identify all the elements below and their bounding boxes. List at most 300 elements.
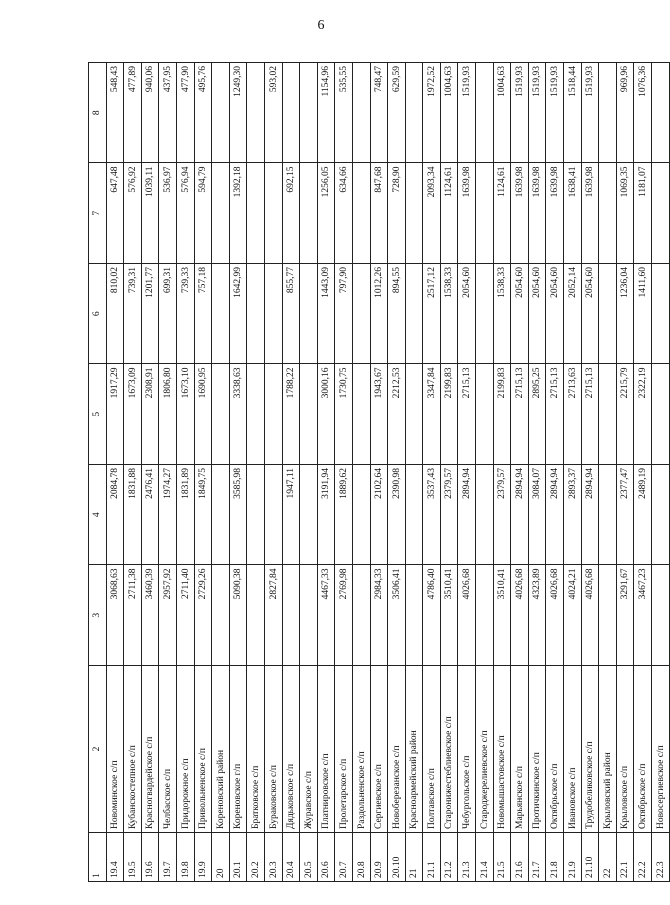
value-cell: 2715,13 (546, 364, 564, 465)
value-cell: 2957,92 (159, 565, 177, 666)
value-cell: 1730,75 (335, 364, 353, 465)
settlement-name-cell: Старонижестеблиевское с/п (440, 666, 458, 833)
row-number-cell: 22.1 (616, 833, 634, 882)
value-cell: 797,90 (335, 264, 353, 365)
settlement-name-cell: Трудобеликовское с/п (581, 666, 599, 833)
value-cell: 4323,89 (528, 565, 546, 666)
value-cell: 2476,41 (141, 465, 159, 566)
value-cell: 2894,94 (581, 465, 599, 566)
value-cell (652, 264, 670, 365)
value-cell: 3291,67 (616, 565, 634, 666)
value-cell (476, 465, 494, 566)
settlement-name-cell: Придорожное с/п (176, 666, 194, 833)
table-row (458, 63, 476, 882)
value-cell: 2713,63 (564, 364, 582, 465)
value-cell (476, 63, 494, 164)
header-cell: 3 (89, 565, 107, 666)
value-cell: 1124,61 (440, 163, 458, 264)
value-cell (300, 163, 318, 264)
table-row (317, 63, 335, 882)
value-cell (652, 565, 670, 666)
value-cell: 739,31 (124, 264, 142, 365)
table-row (616, 63, 634, 882)
value-cell: 2084,78 (106, 465, 124, 566)
row-number-cell: 19.4 (106, 833, 124, 882)
table-row (581, 63, 599, 882)
value-cell: 1519,93 (528, 63, 546, 164)
settlement-name-cell: Кореновское г/п (229, 666, 247, 833)
value-cell: 1690,95 (194, 364, 212, 465)
value-cell: 2379,57 (493, 465, 511, 566)
settlement-name-cell: Красногвардейское с/п (141, 666, 159, 833)
value-cell: 437,95 (159, 63, 177, 164)
row-number-cell: 21 (405, 833, 423, 882)
page-number: 6 (317, 18, 325, 33)
value-cell (405, 163, 423, 264)
value-cell (282, 63, 300, 164)
settlement-name-cell: Журавское с/п (300, 666, 318, 833)
value-cell: 1642,99 (229, 264, 247, 365)
value-cell: 1639,98 (581, 163, 599, 264)
table-row (493, 63, 511, 882)
row-number-cell: 21.8 (546, 833, 564, 882)
value-cell: 3084,07 (528, 465, 546, 566)
value-cell (212, 264, 230, 365)
value-cell: 1012,26 (370, 264, 388, 365)
settlement-name-cell: Кореновский район (212, 666, 230, 833)
value-cell: 847,68 (370, 163, 388, 264)
table-row (159, 63, 177, 882)
value-cell: 940,06 (141, 63, 159, 164)
value-cell: 1947,11 (282, 465, 300, 566)
header-cell: 7 (89, 163, 107, 264)
header-row (89, 63, 107, 882)
value-cell: 1519,93 (546, 63, 564, 164)
value-cell (300, 364, 318, 465)
value-cell: 634,66 (335, 163, 353, 264)
table-body (89, 63, 670, 882)
value-cell: 855,77 (282, 264, 300, 365)
value-cell: 1392,18 (229, 163, 247, 264)
value-cell: 1519,93 (458, 63, 476, 164)
settlement-name-cell: Крыловский район (599, 666, 617, 833)
table-row (370, 63, 388, 882)
table-row (405, 63, 423, 882)
value-cell: 3510,41 (493, 565, 511, 666)
value-cell: 1069,35 (616, 163, 634, 264)
value-cell: 1154,96 (317, 63, 335, 164)
settlement-name-cell: Челбасское с/п (159, 666, 177, 833)
value-cell: 2489,19 (634, 465, 652, 566)
value-cell (352, 565, 370, 666)
value-cell: 757,18 (194, 264, 212, 365)
value-cell: 1972,52 (423, 63, 441, 164)
settlement-name-cell: Ивановское с/п (564, 666, 582, 833)
table-row (194, 63, 212, 882)
value-cell: 2895,25 (528, 364, 546, 465)
settlement-name-cell: Крыловское с/п (616, 666, 634, 833)
value-cell (247, 465, 265, 566)
value-cell: 969,96 (616, 63, 634, 164)
settlement-name-cell: Протичкинское с/п (528, 666, 546, 833)
value-cell (212, 63, 230, 164)
value-cell: 1917,29 (106, 364, 124, 465)
value-cell: 2390,98 (388, 465, 406, 566)
settlement-name-cell: Чебургольское с/п (458, 666, 476, 833)
value-cell (352, 264, 370, 365)
row-number-cell: 19.9 (194, 833, 212, 882)
settlement-name-cell: Бураковское с/п (264, 666, 282, 833)
value-cell: 2729,26 (194, 565, 212, 666)
table-row (335, 63, 353, 882)
value-cell: 2054,60 (581, 264, 599, 365)
value-cell (652, 163, 670, 264)
value-cell: 3191,94 (317, 465, 335, 566)
value-cell (476, 264, 494, 365)
value-cell (247, 264, 265, 365)
value-cell: 1256,05 (317, 163, 335, 264)
value-cell (599, 364, 617, 465)
table-row (634, 63, 652, 882)
value-cell (247, 63, 265, 164)
settlement-name-cell: Староджерелиевское с/п (476, 666, 494, 833)
value-cell: 536,97 (159, 163, 177, 264)
value-cell (212, 565, 230, 666)
value-cell (405, 364, 423, 465)
value-cell: 477,89 (124, 63, 142, 164)
value-cell: 2199,83 (493, 364, 511, 465)
value-cell (352, 163, 370, 264)
row-number-cell: 20 (212, 833, 230, 882)
value-cell: 728,90 (388, 163, 406, 264)
value-cell: 2054,60 (458, 264, 476, 365)
value-cell: 594,79 (194, 163, 212, 264)
settlement-name-cell: Новомышастовское с/п (493, 666, 511, 833)
value-cell: 1181,07 (634, 163, 652, 264)
tariff-table (88, 62, 670, 882)
value-cell: 4026,68 (546, 565, 564, 666)
row-number-cell: 22 (599, 833, 617, 882)
row-number-cell: 20.2 (247, 833, 265, 882)
value-cell: 1673,10 (176, 364, 194, 465)
value-cell: 3338,63 (229, 364, 247, 465)
value-cell (599, 163, 617, 264)
value-cell: 1806,80 (159, 364, 177, 465)
value-cell: 1639,98 (546, 163, 564, 264)
header-cell: 8 (89, 63, 107, 164)
row-number-cell: 19.6 (141, 833, 159, 882)
value-cell: 1974,27 (159, 465, 177, 566)
rotated-table-container (88, 62, 666, 882)
value-cell (264, 264, 282, 365)
value-cell: 548,43 (106, 63, 124, 164)
value-cell: 2054,60 (528, 264, 546, 365)
value-cell (405, 465, 423, 566)
row-number-cell: 20.5 (300, 833, 318, 882)
value-cell: 699,31 (159, 264, 177, 365)
value-cell: 2199,83 (440, 364, 458, 465)
value-cell: 2215,79 (616, 364, 634, 465)
value-cell (476, 364, 494, 465)
value-cell: 692,15 (282, 163, 300, 264)
value-cell: 1849,75 (194, 465, 212, 566)
row-number-cell: 20.6 (317, 833, 335, 882)
value-cell: 3460,39 (141, 565, 159, 666)
value-cell (282, 565, 300, 666)
row-number-cell: 21.2 (440, 833, 458, 882)
value-cell: 2715,13 (581, 364, 599, 465)
value-cell: 2212,53 (388, 364, 406, 465)
value-cell (300, 264, 318, 365)
row-number-cell: 22.3 (652, 833, 670, 882)
row-number-cell: 21.9 (564, 833, 582, 882)
value-cell: 2715,13 (511, 364, 529, 465)
value-cell: 1519,93 (511, 63, 529, 164)
value-cell: 1538,33 (493, 264, 511, 365)
value-cell: 4467,33 (317, 565, 335, 666)
table-row (176, 63, 194, 882)
value-cell: 3347,84 (423, 364, 441, 465)
value-cell: 1943,67 (370, 364, 388, 465)
settlement-name-cell: Платнировское с/п (317, 666, 335, 833)
table-row (106, 63, 124, 882)
row-number-cell: 20.1 (229, 833, 247, 882)
value-cell: 1831,88 (124, 465, 142, 566)
value-cell: 739,33 (176, 264, 194, 365)
table-row (247, 63, 265, 882)
value-cell: 1518,44 (564, 63, 582, 164)
settlement-name-cell: Братковское с/п (247, 666, 265, 833)
value-cell (212, 465, 230, 566)
value-cell (476, 565, 494, 666)
row-number-cell: 20.10 (388, 833, 406, 882)
header-cell: 4 (89, 465, 107, 566)
settlement-name-cell: Октябрьское с/п (634, 666, 652, 833)
row-number-cell: 22.2 (634, 833, 652, 882)
value-cell: 748,47 (370, 63, 388, 164)
header-cell: 6 (89, 264, 107, 365)
header-cell: 5 (89, 364, 107, 465)
row-number-cell: 21.6 (511, 833, 529, 882)
value-cell: 495,76 (194, 63, 212, 164)
row-number-cell: 21.3 (458, 833, 476, 882)
value-cell: 1124,61 (493, 163, 511, 264)
value-cell: 1039,11 (141, 163, 159, 264)
table-row (652, 63, 670, 882)
value-cell (264, 163, 282, 264)
value-cell: 2052,14 (564, 264, 582, 365)
table-row (476, 63, 494, 882)
value-cell: 2102,64 (370, 465, 388, 566)
table-row (300, 63, 318, 882)
row-number-cell: 21.10 (581, 833, 599, 882)
row-number-cell: 20.9 (370, 833, 388, 882)
value-cell: 3585,98 (229, 465, 247, 566)
table-row (388, 63, 406, 882)
value-cell: 576,92 (124, 163, 142, 264)
value-cell: 2894,94 (511, 465, 529, 566)
value-cell: 1889,62 (335, 465, 353, 566)
settlement-name-cell: Пролетарское с/п (335, 666, 353, 833)
value-cell: 2984,33 (370, 565, 388, 666)
value-cell (599, 63, 617, 164)
value-cell: 2377,47 (616, 465, 634, 566)
value-cell: 2769,98 (335, 565, 353, 666)
value-cell (652, 465, 670, 566)
value-cell (476, 163, 494, 264)
settlement-name-cell: Октябрьское с/п (546, 666, 564, 833)
value-cell: 1004,63 (493, 63, 511, 164)
row-number-cell: 20.4 (282, 833, 300, 882)
row-number-cell: 19.5 (124, 833, 142, 882)
value-cell: 5090,38 (229, 565, 247, 666)
value-cell: 647,48 (106, 163, 124, 264)
settlement-name-cell: Красноармейский район (405, 666, 423, 833)
row-number-cell: 21.1 (423, 833, 441, 882)
row-number-cell: 20.7 (335, 833, 353, 882)
value-cell: 1639,98 (511, 163, 529, 264)
value-cell (405, 264, 423, 365)
value-cell (352, 63, 370, 164)
value-cell: 1788,22 (282, 364, 300, 465)
value-cell (405, 565, 423, 666)
row-number-cell: 19.7 (159, 833, 177, 882)
value-cell: 2827,84 (264, 565, 282, 666)
value-cell: 2379,57 (440, 465, 458, 566)
table-row (352, 63, 370, 882)
value-cell (599, 565, 617, 666)
value-cell: 2517,12 (423, 264, 441, 365)
value-cell: 1519,93 (581, 63, 599, 164)
value-cell (212, 163, 230, 264)
value-cell: 1538,33 (440, 264, 458, 365)
value-cell: 4786,40 (423, 565, 441, 666)
value-cell: 2715,13 (458, 364, 476, 465)
value-cell: 1236,04 (616, 264, 634, 365)
table-row (141, 63, 159, 882)
value-cell: 1201,77 (141, 264, 159, 365)
table-row (124, 63, 142, 882)
row-number-cell: 20.3 (264, 833, 282, 882)
settlement-name-cell: Сергиевское с/п (370, 666, 388, 833)
settlement-name-cell: Привольненское с/п (194, 666, 212, 833)
row-number-cell: 19.8 (176, 833, 194, 882)
value-cell (247, 364, 265, 465)
value-cell: 1443,09 (317, 264, 335, 365)
value-cell (247, 163, 265, 264)
row-number-cell: 20.8 (352, 833, 370, 882)
value-cell: 2322,19 (634, 364, 652, 465)
value-cell: 2054,60 (511, 264, 529, 365)
value-cell (300, 565, 318, 666)
table-row (264, 63, 282, 882)
table-row (229, 63, 247, 882)
value-cell: 3000,16 (317, 364, 335, 465)
value-cell: 3068,63 (106, 565, 124, 666)
value-cell: 1249,30 (229, 63, 247, 164)
settlement-name-cell: Кубанскостепное с/п (124, 666, 142, 833)
value-cell: 593,02 (264, 63, 282, 164)
value-cell (264, 465, 282, 566)
value-cell: 576,94 (176, 163, 194, 264)
settlement-name-cell: Новосергиевское с/п (652, 666, 670, 833)
value-cell (652, 63, 670, 164)
value-cell: 810,02 (106, 264, 124, 365)
value-cell: 1638,41 (564, 163, 582, 264)
value-cell: 4026,68 (458, 565, 476, 666)
table-row (440, 63, 458, 882)
value-cell: 1639,98 (528, 163, 546, 264)
table-row (599, 63, 617, 882)
value-cell (599, 465, 617, 566)
value-cell: 1831,89 (176, 465, 194, 566)
table-row (212, 63, 230, 882)
settlement-name-cell: Полтавское с/п (423, 666, 441, 833)
row-number-cell: 21.4 (476, 833, 494, 882)
value-cell (212, 364, 230, 465)
row-number-cell: 21.5 (493, 833, 511, 882)
value-cell: 4026,68 (511, 565, 529, 666)
value-cell (247, 565, 265, 666)
value-cell: 3467,23 (634, 565, 652, 666)
table-row (423, 63, 441, 882)
header-cell: 2 (89, 666, 107, 833)
value-cell: 4024,21 (564, 565, 582, 666)
value-cell: 1411,60 (634, 264, 652, 365)
table-row (546, 63, 564, 882)
table-row (564, 63, 582, 882)
value-cell: 3537,43 (423, 465, 441, 566)
value-cell: 3510,41 (440, 565, 458, 666)
value-cell: 1004,63 (440, 63, 458, 164)
value-cell (300, 63, 318, 164)
value-cell: 2308,91 (141, 364, 159, 465)
settlement-name-cell: Новоберезанское с/п (388, 666, 406, 833)
table-row (282, 63, 300, 882)
value-cell: 2711,38 (124, 565, 142, 666)
settlement-name-cell: Новоминское с/п (106, 666, 124, 833)
value-cell (599, 264, 617, 365)
value-cell: 1673,09 (124, 364, 142, 465)
value-cell: 1076,36 (634, 63, 652, 164)
value-cell (300, 465, 318, 566)
value-cell: 894,55 (388, 264, 406, 365)
value-cell (264, 364, 282, 465)
value-cell: 2711,40 (176, 565, 194, 666)
value-cell: 4026,68 (581, 565, 599, 666)
value-cell: 2054,60 (546, 264, 564, 365)
table-row (528, 63, 546, 882)
value-cell: 1639,98 (458, 163, 476, 264)
value-cell (405, 63, 423, 164)
value-cell: 2894,94 (546, 465, 564, 566)
settlement-name-cell: Раздольненское с/п (352, 666, 370, 833)
value-cell: 2093,34 (423, 163, 441, 264)
value-cell (352, 364, 370, 465)
value-cell (352, 465, 370, 566)
settlement-name-cell: Марьянское с/п (511, 666, 529, 833)
value-cell: 3506,41 (388, 565, 406, 666)
value-cell (652, 364, 670, 465)
value-cell: 2894,94 (458, 465, 476, 566)
value-cell: 629,59 (388, 63, 406, 164)
value-cell: 2893,37 (564, 465, 582, 566)
header-cell: 1 (89, 833, 107, 882)
table-row (511, 63, 529, 882)
row-number-cell: 21.7 (528, 833, 546, 882)
value-cell: 477,90 (176, 63, 194, 164)
settlement-name-cell: Дядьковское с/п (282, 666, 300, 833)
